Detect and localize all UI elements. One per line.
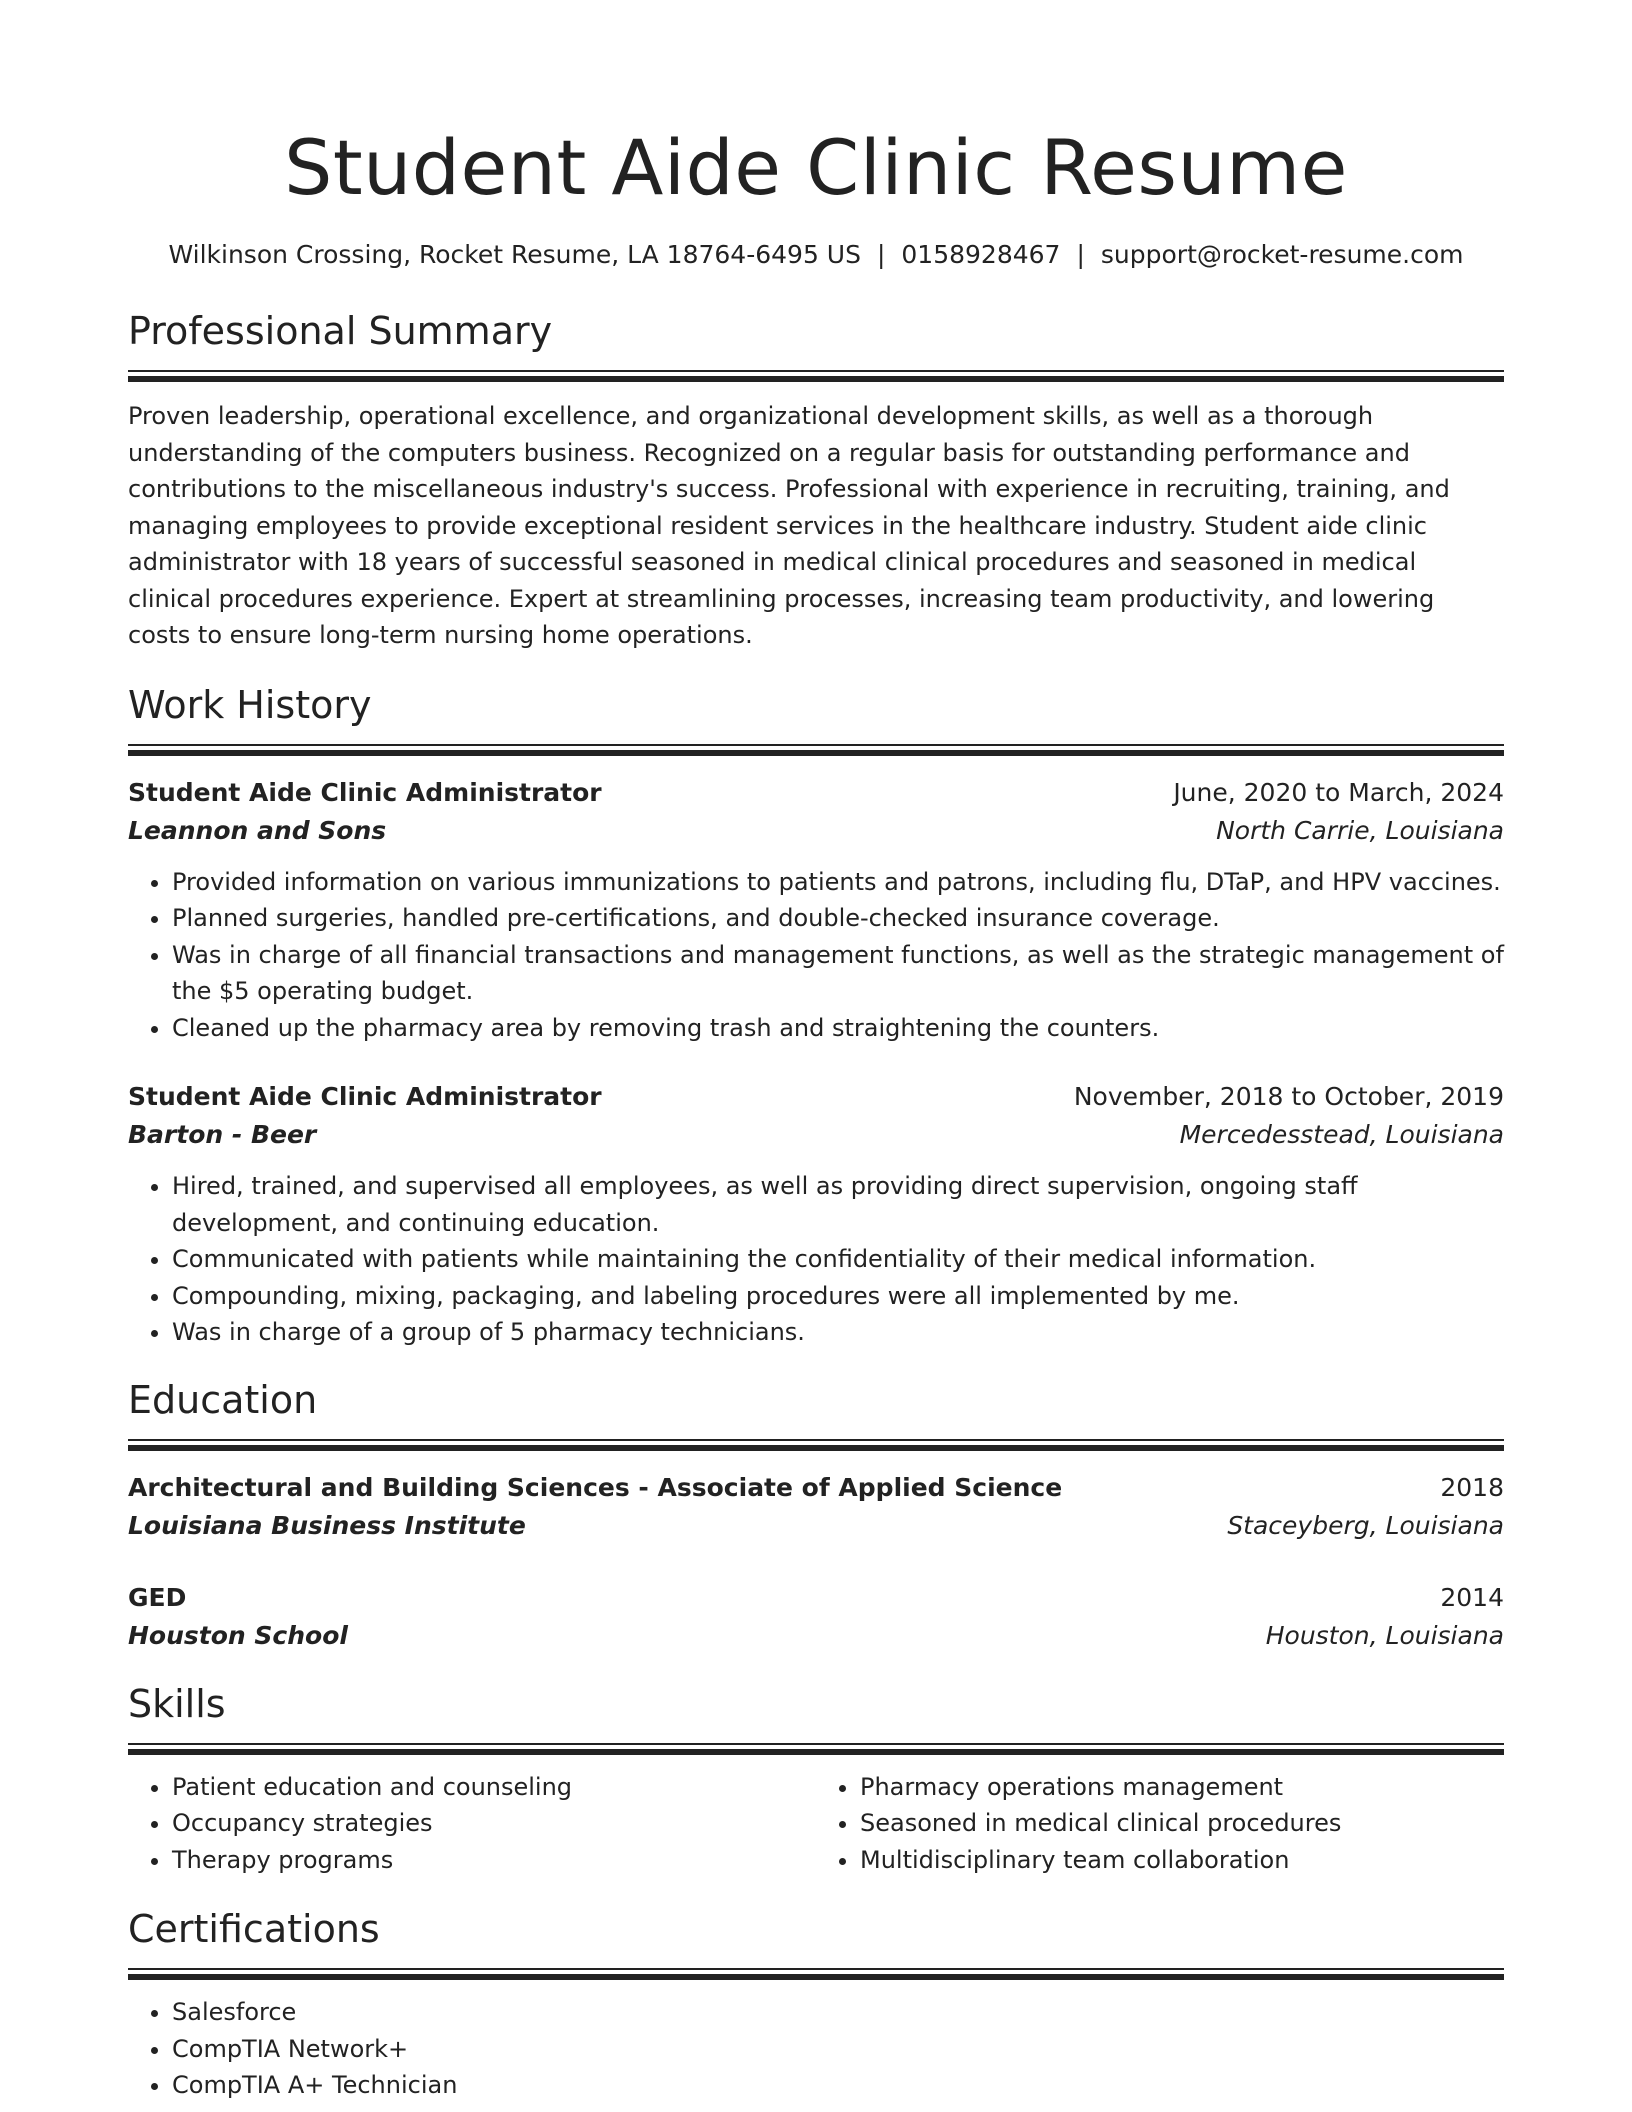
list-item: • Pharmacy operations management [860, 1769, 1504, 1806]
job-dates: November, 2018 to October, 2019 [1073, 1082, 1504, 1111]
contact-separator: | [1076, 240, 1085, 269]
job-location: North Carrie, Louisiana [1216, 815, 1504, 845]
list-item: • CompTIA Network+ [172, 2031, 1504, 2068]
list-item: • Compounding, mixing, packaging, and labeling procedures were all implemented by me. [172, 1278, 1504, 1315]
job-bullets [128, 1168, 1504, 1351]
list-item: • Multidisciplinary team collaboration [860, 1842, 1504, 1879]
education-year: 2014 [1440, 1582, 1504, 1612]
education-degree: Architectural and Building Sciences - Associate of Applied Science [128, 1472, 1063, 1502]
section-divider [128, 370, 1504, 382]
list-item: • Patient education and counseling [172, 1769, 816, 1806]
contact-line [128, 238, 1504, 272]
list-item: • Cleaned up the pharmacy area by removing trash and straightening the counters. [172, 1010, 1504, 1047]
education-year: 2018 [1440, 1472, 1504, 1502]
resume-title: Student Aide Clinic Resume [284, 123, 1348, 212]
list-item: • Salesforce [172, 1994, 1504, 2031]
job-title: Student Aide Clinic Administrator [128, 777, 602, 807]
job-company: Barton - Beer [128, 1120, 317, 1149]
contact-phone: 0158928467 [901, 240, 1061, 269]
section-heading: Professional Summary [128, 309, 553, 353]
contact-separator: | [876, 240, 886, 269]
contact-email: support@rocket-resume.com [1100, 240, 1464, 269]
education-entry [128, 1579, 1504, 1655]
contact-address: Wilkinson Crossing, Rocket Resume, LA 18764-6495 US [168, 240, 861, 269]
section-heading: Certifications [128, 1907, 380, 1951]
section-divider [128, 1743, 1504, 1755]
section-divider [128, 1439, 1504, 1451]
education-entry [128, 1469, 1504, 1545]
education-degree: GED [128, 1582, 187, 1612]
section-divider [128, 744, 1504, 756]
job-entry [128, 1078, 1504, 1351]
list-item: • Was in charge of a group of 5 pharmacy technicians. [172, 1314, 1504, 1351]
job-bullets [128, 864, 1504, 1047]
skills-grid [128, 1755, 1504, 1879]
list-item: • Communicated with patients while maintaining the confidentiality of their medical information. [172, 1241, 1504, 1278]
list-item: • Hired, trained, and supervised all employees, as well as providing direct supervision, ongoing staff development, and continuing education. [172, 1168, 1504, 1241]
list-item: • Provided information on various immunizations to patients and patrons, including flu, DTaP, and HPV vaccines. [172, 864, 1504, 901]
list-item: • Planned surgeries, handled pre-certifications, and double-checked insurance coverage. [172, 900, 1504, 937]
skills-section [128, 1679, 1504, 1879]
job-title: Student Aide Clinic Administrator [128, 1082, 602, 1111]
education-section [128, 1375, 1504, 1655]
section-heading: Work History [128, 682, 372, 727]
education-school: Houston School [128, 1620, 348, 1650]
list-item: • Therapy programs [172, 1842, 816, 1879]
job-dates: June, 2020 to March, 2024 [1173, 777, 1504, 807]
work-history-section [128, 680, 1504, 1351]
certifications-list [128, 1994, 1504, 2104]
skills-column-right [816, 1769, 1504, 1879]
summary-section [128, 306, 1504, 654]
education-school: Louisiana Business Institute [128, 1510, 526, 1540]
certifications-section [128, 1904, 1504, 2104]
job-location: Mercedesstead, Louisiana [1179, 1120, 1504, 1149]
list-item: • Occupancy strategies [172, 1805, 816, 1842]
summary-text: Proven leadership, operational excellence, and organizational development skills, as well as a thorough understanding of the computers business. Recognized on a regular basis for outstanding performance and contributions to the miscellaneous industry's success. Professional with experience in recruiting, training, and managing employees to provide exceptional resident services in the healthcare industry. Student aide clinic administrator with 18 years of successful seasoned in medical clinical procedures and seasoned in medical clinical procedures experience. Expert at streamlining processes, increasing team productivity, and lowering costs to ensure long-term nursing home operations. [128, 402, 1450, 649]
job-entry [128, 774, 1504, 1047]
job-company: Leannon and Sons [128, 815, 387, 845]
section-divider [128, 1968, 1504, 1980]
education-location: Houston, Louisiana [1265, 1620, 1504, 1650]
education-location: Staceyberg, Louisiana [1227, 1510, 1504, 1540]
section-heading: Skills [128, 1681, 226, 1726]
section-heading: Education [128, 1377, 318, 1422]
list-item: • Was in charge of all financial transactions and management functions, as well as the strategic management of the $5 operating budget. [172, 937, 1504, 1010]
list-item: • Seasoned in medical clinical procedures [860, 1805, 1504, 1842]
list-item: • CompTIA A+ Technician [172, 2067, 1504, 2104]
skills-column-left [128, 1769, 816, 1879]
